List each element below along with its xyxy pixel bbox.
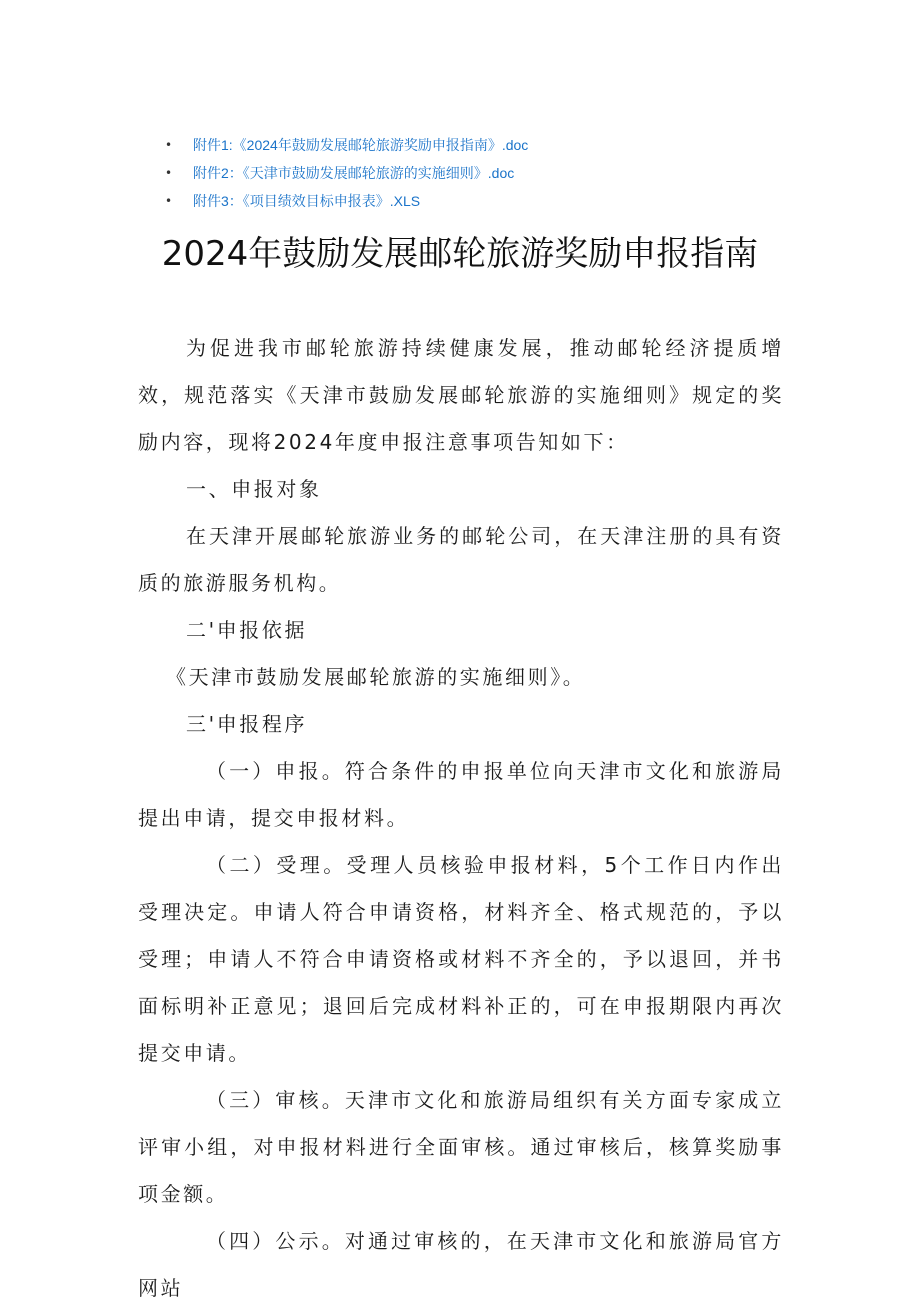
- section-heading-3: 三'申报程序: [186, 712, 308, 736]
- attachment-item: [165, 134, 528, 162]
- section-body-1: 在天津开展邮轮旅游业务的邮轮公司，在天津注册的具有资质的旅游服务机构。: [138, 524, 784, 595]
- attachment-list: [165, 134, 528, 218]
- procedure-step-1: （一）申报。符合条件的申报单位向天津市文化和旅游局提出申请，提交申报材料。: [138, 759, 784, 830]
- procedure-step-4: （四）公示。对通过审核的，在天津市文化和旅游局官方网站: [138, 1229, 784, 1300]
- bullet: •: [165, 138, 173, 152]
- procedure-step-3: （三）审核。天津市文化和旅游局组织有关方面专家成立评审小组，对申报材料进行全面审核。通过审核后，核算奖励事项金额。: [138, 1088, 784, 1206]
- document-body: [138, 325, 784, 1312]
- section-body-2: 《天津市鼓励发展邮轮旅游的实施细则》。: [166, 665, 586, 689]
- section-heading-2: 二'申报依据: [186, 618, 308, 642]
- attachment-link-3[interactable]: 附件3：《项目绩效目标申报表》.XLS: [193, 193, 421, 209]
- attachment-link-1[interactable]: 附件1:《2024年鼓励发展邮轮旅游奖励申报指南》.doc: [193, 137, 529, 153]
- intro-paragraph: 为促进我市邮轮旅游持续健康发展，推动邮轮经济提质增效，规范落实《天津市鼓励发展邮轮旅游的实施细则》规定的奖励内容，现将2024年度申报注意事项告知如下：: [138, 336, 784, 454]
- bullet: •: [165, 194, 173, 208]
- attachment-item: [165, 162, 528, 190]
- attachment-item: [165, 190, 528, 218]
- document-title: 2024年鼓励发展邮轮旅游奖励申报指南: [161, 234, 759, 274]
- section-heading-1: 一、申报对象: [186, 477, 322, 501]
- attachment-link-2[interactable]: 附件2：《天津市鼓励发展邮轮旅游的实施细则》.doc: [193, 165, 515, 181]
- bullet: •: [165, 166, 173, 180]
- procedure-step-2: （二）受理。受理人员核验申报材料，5个工作日内作出受理决定。申请人符合申请资格，材料齐全、格式规范的，予以受理；申请人不符合申请资格或材料不齐全的，予以退回，并书面标明补正意见；退回后完成材料补正的，可在申报期限内再次提交申请。: [138, 853, 784, 1065]
